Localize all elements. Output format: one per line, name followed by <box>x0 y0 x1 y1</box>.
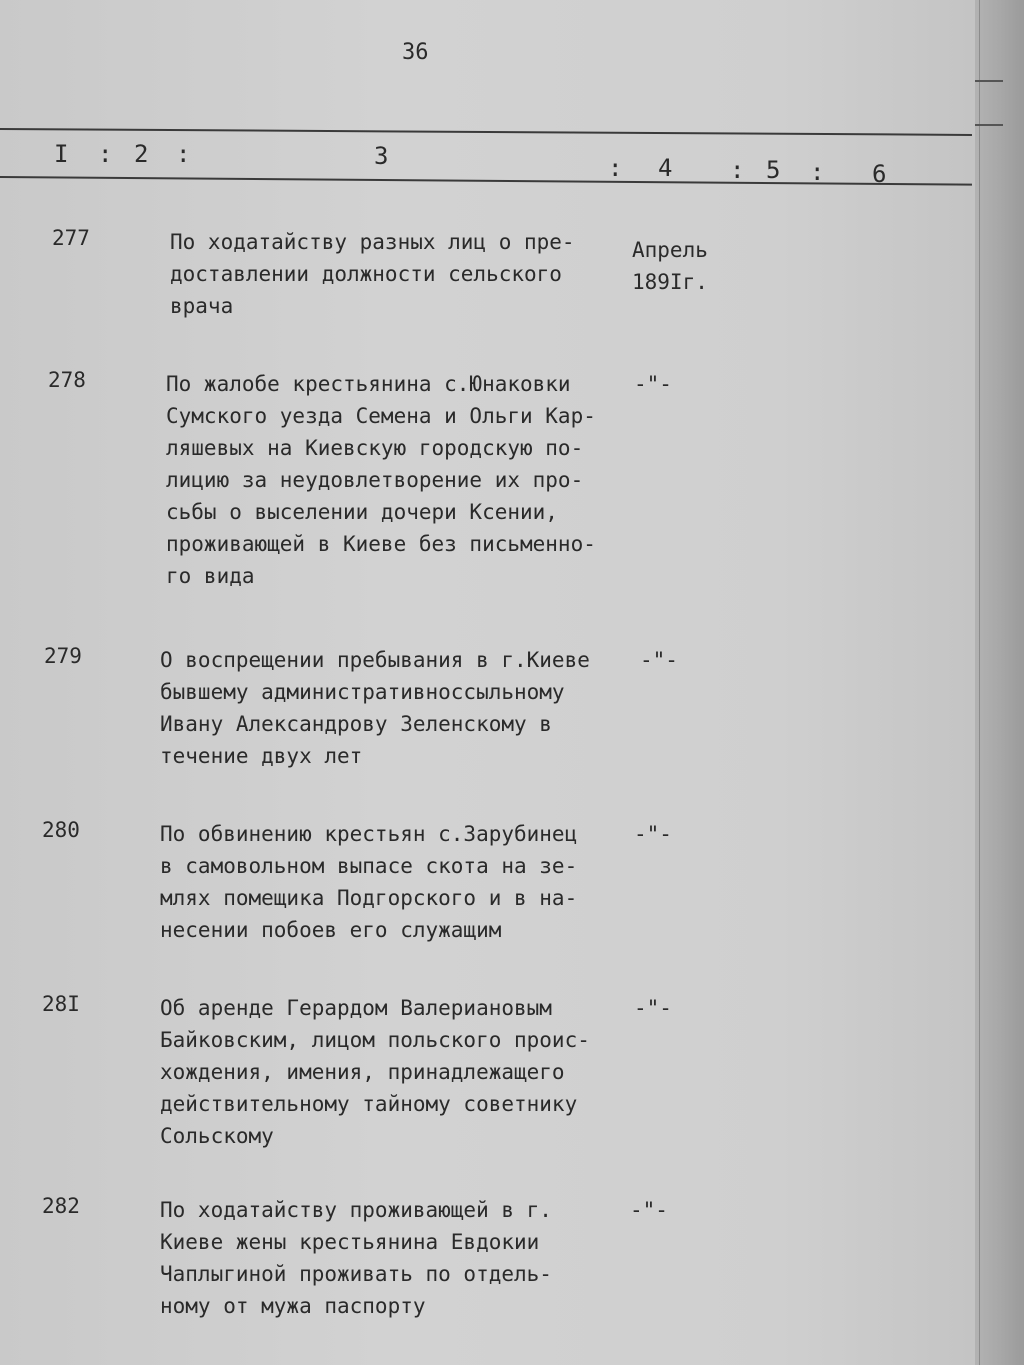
entry-number: 279 <box>44 644 82 668</box>
entry-line: лицию за неудовлетворение их про- <box>166 468 584 492</box>
column-separator: : <box>176 140 191 168</box>
entry-date <box>630 1194 668 1226</box>
entry-line: врача <box>170 294 234 318</box>
entry-line: действительному тайному советнику <box>160 1092 578 1116</box>
edge-mark <box>971 80 1003 82</box>
column-header-6: 6 <box>872 160 887 188</box>
column-header-1: I <box>54 140 69 168</box>
sheet-edge <box>979 0 980 1365</box>
date-line: -"- <box>634 822 672 846</box>
date-line: -"- <box>630 1198 668 1222</box>
entry-number: 278 <box>48 368 86 392</box>
entry-date <box>632 234 708 298</box>
entry-line: Об аренде Герардом Валериановым <box>160 996 552 1020</box>
entry-description <box>166 368 636 592</box>
entry-line: По ходатайству разных лиц о пре- <box>170 230 575 254</box>
entry-line: хождения, имения, принадлежащего <box>160 1060 565 1084</box>
entry-line: Сольскому <box>160 1124 274 1148</box>
column-header-2: 2 <box>134 140 149 168</box>
entry-line: Байковским, лицом польского проис- <box>160 1028 590 1052</box>
column-header-4: 4 <box>658 154 673 182</box>
entry-line: течение двух лет <box>160 744 363 768</box>
date-line: -"- <box>640 648 678 672</box>
entry-line: По обвинению крестьян с.Зарубинец <box>160 822 578 846</box>
header-bottom-rule <box>0 176 972 186</box>
entry-number: 277 <box>52 226 90 250</box>
date-line: -"- <box>634 996 672 1020</box>
entry-line: Чаплыгиной проживать по отдель- <box>160 1262 552 1286</box>
entry-number: 282 <box>42 1194 80 1218</box>
entry-line: го вида <box>166 564 255 588</box>
column-header-row <box>0 136 960 188</box>
date-line: 189Iг. <box>632 270 708 294</box>
edge-mark <box>971 124 1003 126</box>
entry-number: 280 <box>42 818 80 842</box>
entry-description <box>160 644 630 772</box>
header-top-rule <box>0 128 972 136</box>
entry-date <box>634 992 672 1024</box>
entry-line: Сумского уезда Семена и Ольги Кар- <box>166 404 596 428</box>
entry-number: 28I <box>42 992 80 1016</box>
entry-line: О воспрещении пребывания в г.Киеве <box>160 648 590 672</box>
column-header-5: 5 <box>766 156 781 184</box>
entry-description <box>160 818 630 946</box>
entry-line: По ходатайству проживающей в г. <box>160 1198 552 1222</box>
column-separator: : <box>730 156 745 184</box>
entry-line: в самовольном выпасе скота на зе- <box>160 854 578 878</box>
entry-line: По жалобе крестьянина с.Юнаковки <box>166 372 571 396</box>
entry-description <box>160 1194 630 1322</box>
page-number: 36 <box>402 40 429 65</box>
entry-line: млях помещика Подгорского и в на- <box>160 886 578 910</box>
entry-line: бывшему административноссыльному <box>160 680 565 704</box>
entry-date <box>640 644 678 676</box>
entry-line: проживающей в Киеве без письменно- <box>166 532 596 556</box>
entry-line: сьбы о выселении дочери Ксении, <box>166 500 558 524</box>
entry-date <box>634 368 672 400</box>
entry-description <box>160 992 630 1152</box>
date-line: -"- <box>634 372 672 396</box>
entry-line: ному от мужа паспорту <box>160 1294 426 1318</box>
entry-line: несении побоев его служащим <box>160 918 502 942</box>
date-line: Апрель <box>632 238 708 262</box>
column-separator: : <box>810 158 825 186</box>
entry-date <box>634 818 672 850</box>
entry-line: Киеве жены крестьянина Евдокии <box>160 1230 540 1254</box>
column-separator: : <box>98 140 113 168</box>
entry-line: ляшевых на Киевскую городскую по- <box>166 436 584 460</box>
column-separator: : <box>608 154 623 182</box>
entry-description <box>170 226 640 322</box>
entry-line: Ивану Александрову Зеленскому в <box>160 712 552 736</box>
column-header-3: 3 <box>374 142 389 170</box>
entry-line: доставлении должности сельского <box>170 262 562 286</box>
